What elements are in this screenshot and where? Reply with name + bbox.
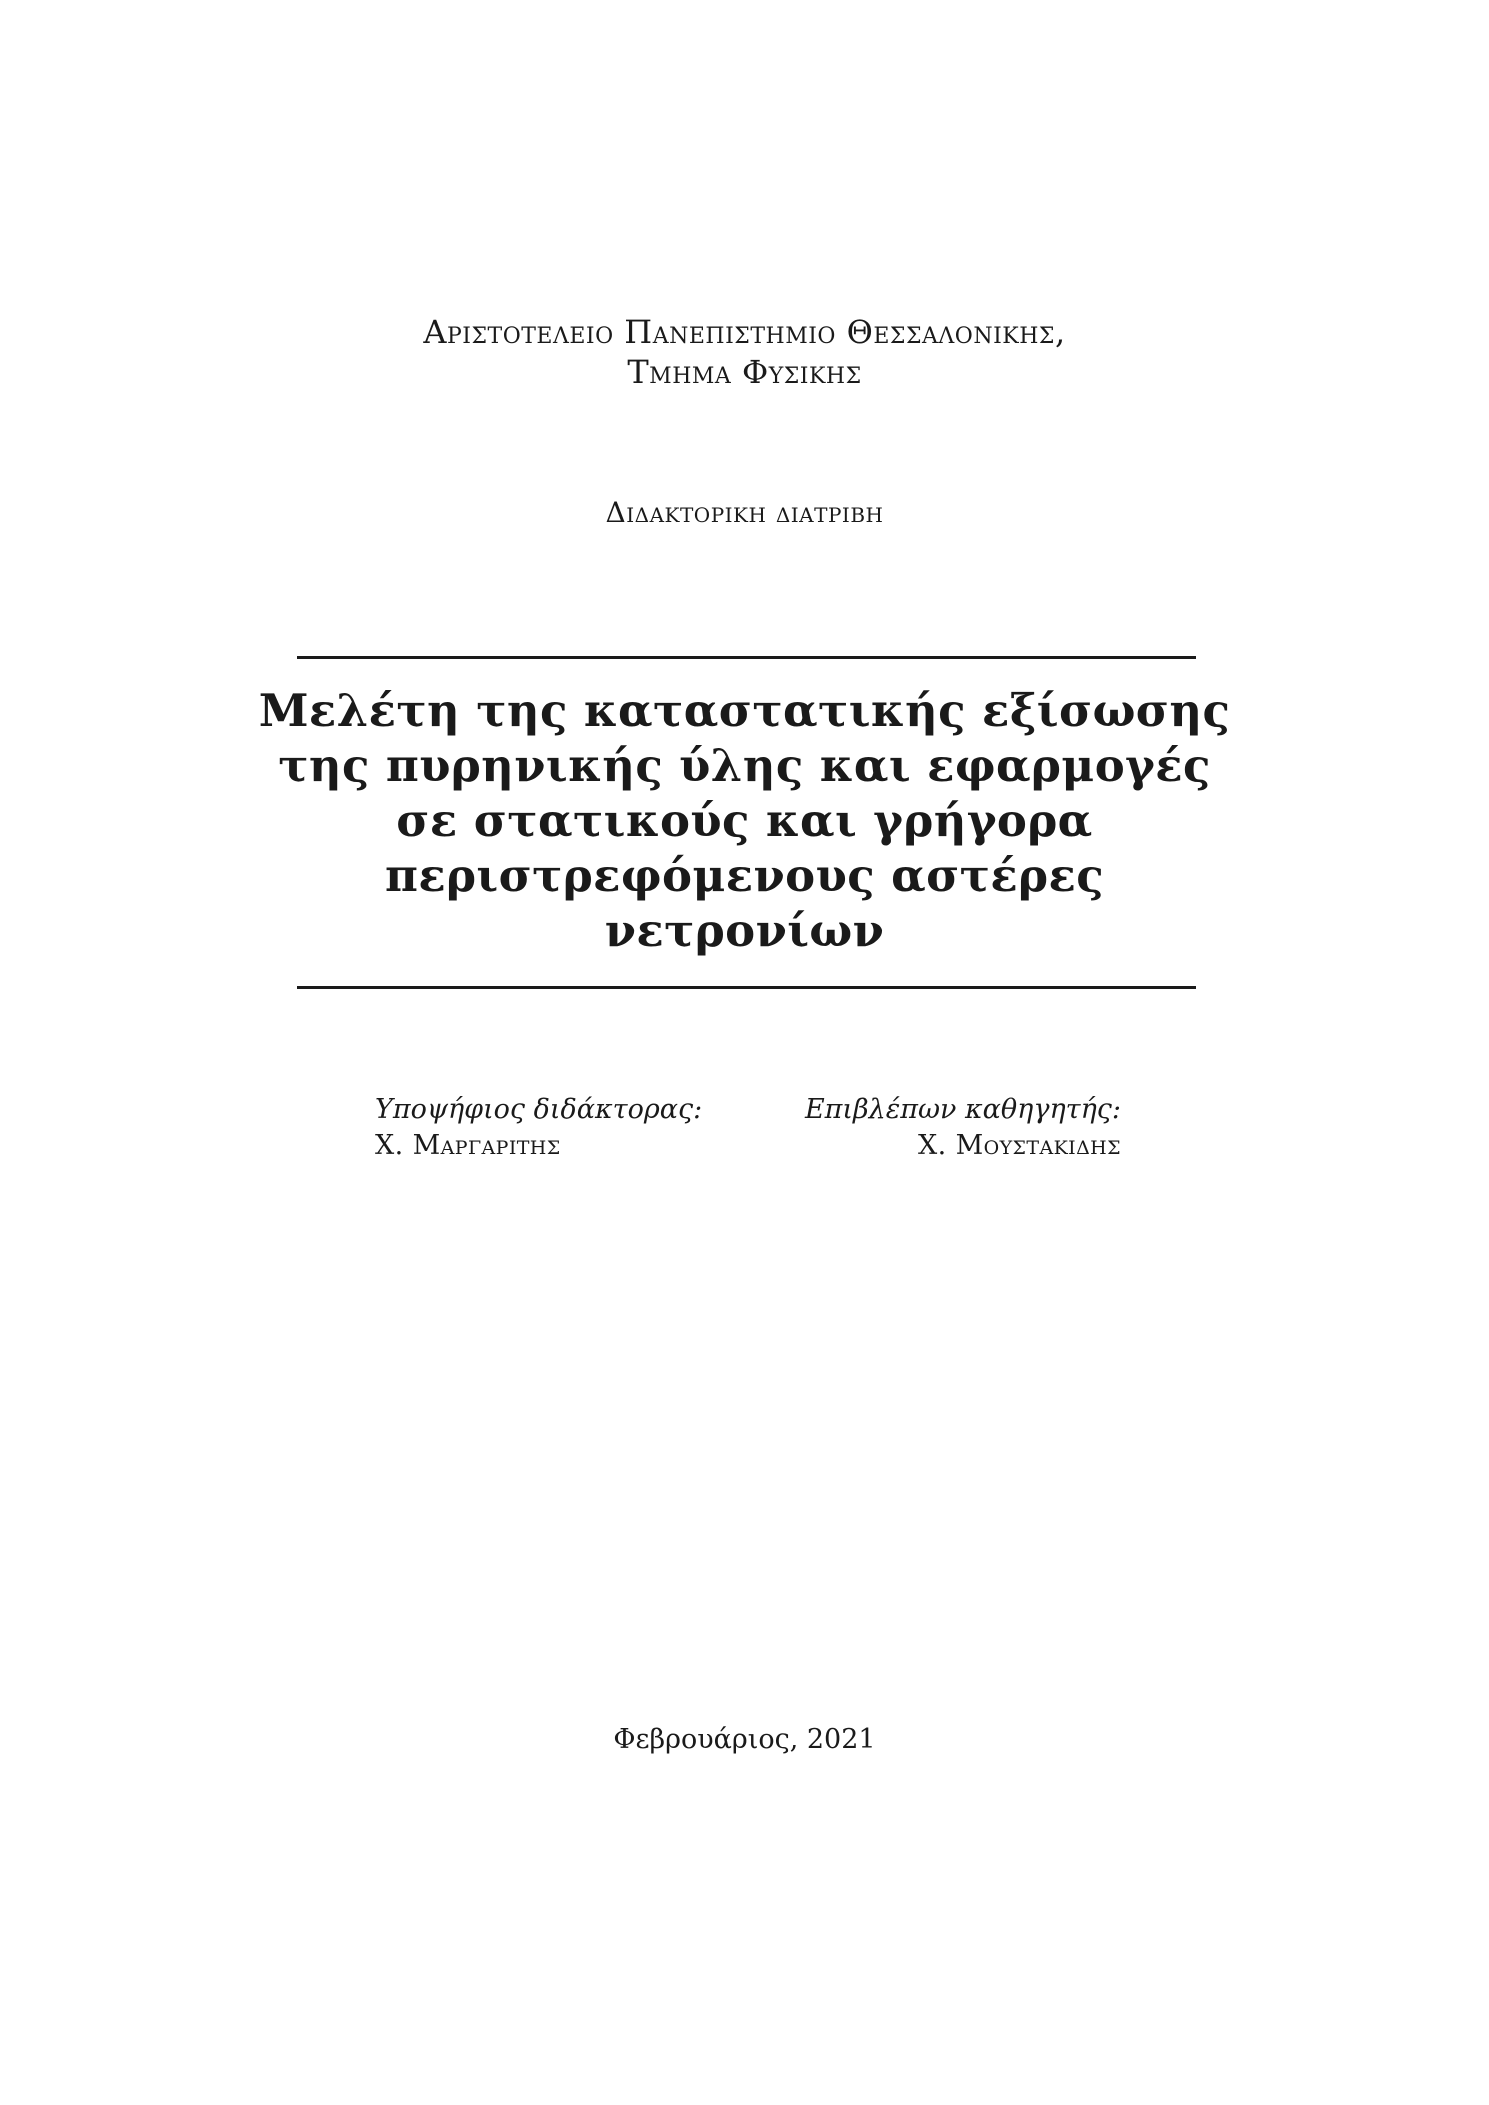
- university-name: Αριστοτελειο Πανεπιστημιο Θεσσαλονικης,: [423, 313, 1066, 351]
- title-line: της πυρηνικής ύλης και εφαρμογές: [278, 739, 1211, 792]
- title-line: νετρονίων: [604, 904, 885, 957]
- title-bottom-rule: [297, 986, 1196, 989]
- supervisor-role: Επιβλέπων καθηγητής:: [804, 1094, 1121, 1125]
- thesis-title: [0, 683, 1489, 958]
- candidate-block: [375, 1092, 702, 1164]
- title-line: Μελέτη της καταστατικής εξίσωσης: [258, 684, 1231, 737]
- title-line: σε στατικούς και γρήγορα: [396, 794, 1093, 847]
- title-line: περιστρεφόμενους αστέρες: [384, 849, 1104, 902]
- supervisor-block: [805, 1092, 1121, 1164]
- submission-date: Φεβρουάριος, 2021: [613, 1724, 876, 1755]
- department-name: Τμημα Φυσικης: [627, 353, 862, 391]
- university-heading: [0, 312, 1489, 392]
- supervisor-name: Χ. Μουστακιδης: [917, 1130, 1121, 1161]
- candidate-role: Υποψήφιος διδάκτορας:: [375, 1094, 703, 1125]
- document-type: Διδακτορικη διατριβη: [605, 496, 884, 529]
- candidate-name: Χ. Μαργαριτης: [375, 1130, 561, 1161]
- title-top-rule: [297, 656, 1196, 659]
